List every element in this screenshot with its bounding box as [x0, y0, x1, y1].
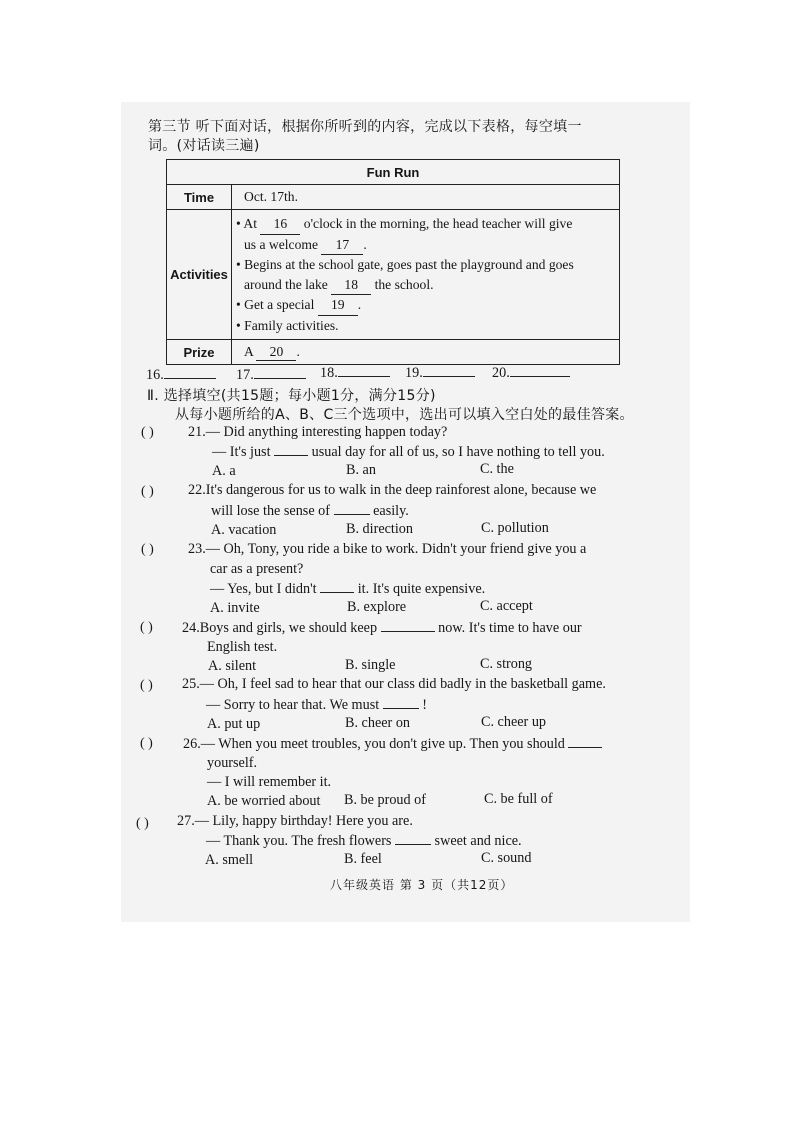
q26-option-c: C. be full of	[484, 791, 553, 807]
q24-option-b: B. single	[345, 657, 396, 673]
q23-option-b: B. explore	[347, 599, 407, 615]
q25-option-a: A. put up	[207, 716, 261, 732]
answer-17: 17.	[236, 366, 306, 384]
q22-blank	[334, 502, 370, 515]
q22-option-c: C. pollution	[481, 520, 549, 536]
q27-line2: — Thank you. The fresh flowers sweet and nice.	[206, 833, 522, 849]
q22-option-a: A. vacation	[211, 522, 277, 538]
q24-option-a: A. silent	[208, 658, 257, 674]
activity-2-line2: around the lake 18 the school.	[236, 275, 619, 296]
blank-20: 20	[256, 344, 296, 361]
blank-17: 17	[321, 235, 363, 256]
part2-instruction: 从每小题所给的A、B、C三个选项中，选出可以填入空白处的最佳答案。	[175, 407, 634, 423]
q24-blank	[381, 619, 435, 632]
time-label: Time	[167, 185, 232, 210]
q23-line1: 23.— Oh, Tony, you ride a bike to work. Didn't your friend give you a	[188, 541, 587, 557]
q23-line2: car as a present?	[210, 561, 304, 577]
section3-instruction-line1: 第三节 听下面对话，根据你所听到的内容，完成以下表格，每空填一	[148, 119, 582, 135]
q27-blank	[395, 832, 431, 845]
q25-blank	[383, 696, 419, 709]
q21-line2: — It's just usual day for all of us, so I have nothing to tell you.	[212, 444, 605, 460]
q21-option-a: A. a	[212, 463, 236, 479]
answer-bracket-26[interactable]: ( )	[140, 736, 153, 751]
q27-line1: 27.— Lily, happy birthday! Here you are.	[177, 813, 413, 829]
q26-option-a: A. be worried about	[207, 793, 321, 809]
answer-bracket-21[interactable]: ( )	[141, 425, 154, 440]
activity-1-line2: us a welcome 17 .	[236, 235, 619, 256]
activity-1-line1: • At 16 o'clock in the morning, the head teacher will give	[236, 214, 619, 235]
answer-bracket-23[interactable]: ( )	[141, 542, 154, 557]
q27-option-c: C. sound	[481, 850, 532, 866]
q21-option-c: C. the	[480, 461, 514, 477]
q27-option-b: B. feel	[344, 851, 382, 867]
answer-18-line[interactable]	[338, 364, 390, 377]
answer-bracket-24[interactable]: ( )	[140, 620, 153, 635]
part2-heading: Ⅱ. 选择填空(共15题；每小题1分，满分15分)	[147, 388, 436, 404]
q21-blank	[274, 443, 308, 456]
answer-20-line[interactable]	[510, 364, 570, 377]
q26-line3: — I will remember it.	[207, 774, 332, 790]
q23-line3: — Yes, but I didn't it. It's quite expensive.	[210, 581, 486, 597]
blank-18: 18	[331, 275, 371, 296]
activity-3: • Get a special 19 .	[236, 295, 619, 316]
q24-option-c: C. strong	[480, 656, 533, 672]
q25-option-b: B. cheer on	[345, 715, 411, 731]
answer-19: 19.	[405, 364, 475, 382]
answer-20: 20.	[492, 364, 570, 382]
answer-19-line[interactable]	[423, 364, 475, 377]
answer-16-line[interactable]	[164, 366, 216, 379]
fun-run-table	[166, 159, 620, 365]
q22-option-b: B. direction	[346, 521, 413, 537]
answer-bracket-27[interactable]: ( )	[136, 816, 149, 831]
answer-16: 16.	[146, 366, 216, 384]
q26-blank	[568, 735, 602, 748]
activities-label: Activities	[167, 210, 232, 340]
q23-option-a: A. invite	[210, 600, 260, 616]
prize-label: Prize	[167, 340, 232, 365]
q21-line1: 21.— Did anything interesting happen today?	[188, 424, 448, 440]
q26-line1: 26.— When you meet troubles, you don't give up. Then you should	[183, 735, 602, 753]
prize-cell: A 20 .	[232, 340, 620, 365]
activity-2-line1: • Begins at the school gate, goes past the playground and goes	[236, 257, 574, 272]
q26-option-b: B. be proud of	[344, 792, 426, 808]
answer-bracket-25[interactable]: ( )	[140, 678, 153, 693]
blank-19: 19	[318, 295, 358, 316]
q25-line2: — Sorry to hear that. We must !	[206, 697, 427, 713]
page-footer: 八年级英语 第 3 页（共12页）	[330, 878, 514, 892]
answer-18: 18.	[320, 364, 390, 382]
q25-line1: 25.— Oh, I feel sad to hear that our class did badly in the basketball game.	[182, 676, 606, 692]
answer-bracket-22[interactable]: ( )	[141, 484, 154, 499]
q23-blank	[320, 580, 354, 593]
q24-line2: English test.	[207, 639, 278, 655]
activities-cell	[232, 210, 620, 340]
q22-line1: 22.It's dangerous for us to walk in the deep rainforest alone, because we	[188, 482, 597, 498]
blank-16: 16	[260, 214, 300, 235]
q22-line2: will lose the sense of easily.	[211, 503, 409, 519]
time-value: Oct. 17th.	[232, 185, 620, 210]
q26-line2: yourself.	[207, 755, 258, 771]
q21-option-b: B. an	[346, 462, 376, 478]
answer-17-line[interactable]	[254, 366, 306, 379]
q24-line1: 24.Boys and girls, we should keep now. It's time to have our	[182, 620, 582, 636]
section3-instruction-line2: 词。(对话读三遍)	[148, 138, 260, 154]
table-title: Fun Run	[167, 160, 620, 185]
q27-option-a: A. smell	[205, 852, 254, 868]
q23-option-c: C. accept	[480, 598, 533, 614]
q25-option-c: C. cheer up	[481, 714, 547, 730]
activity-4: • Family activities.	[236, 317, 339, 333]
